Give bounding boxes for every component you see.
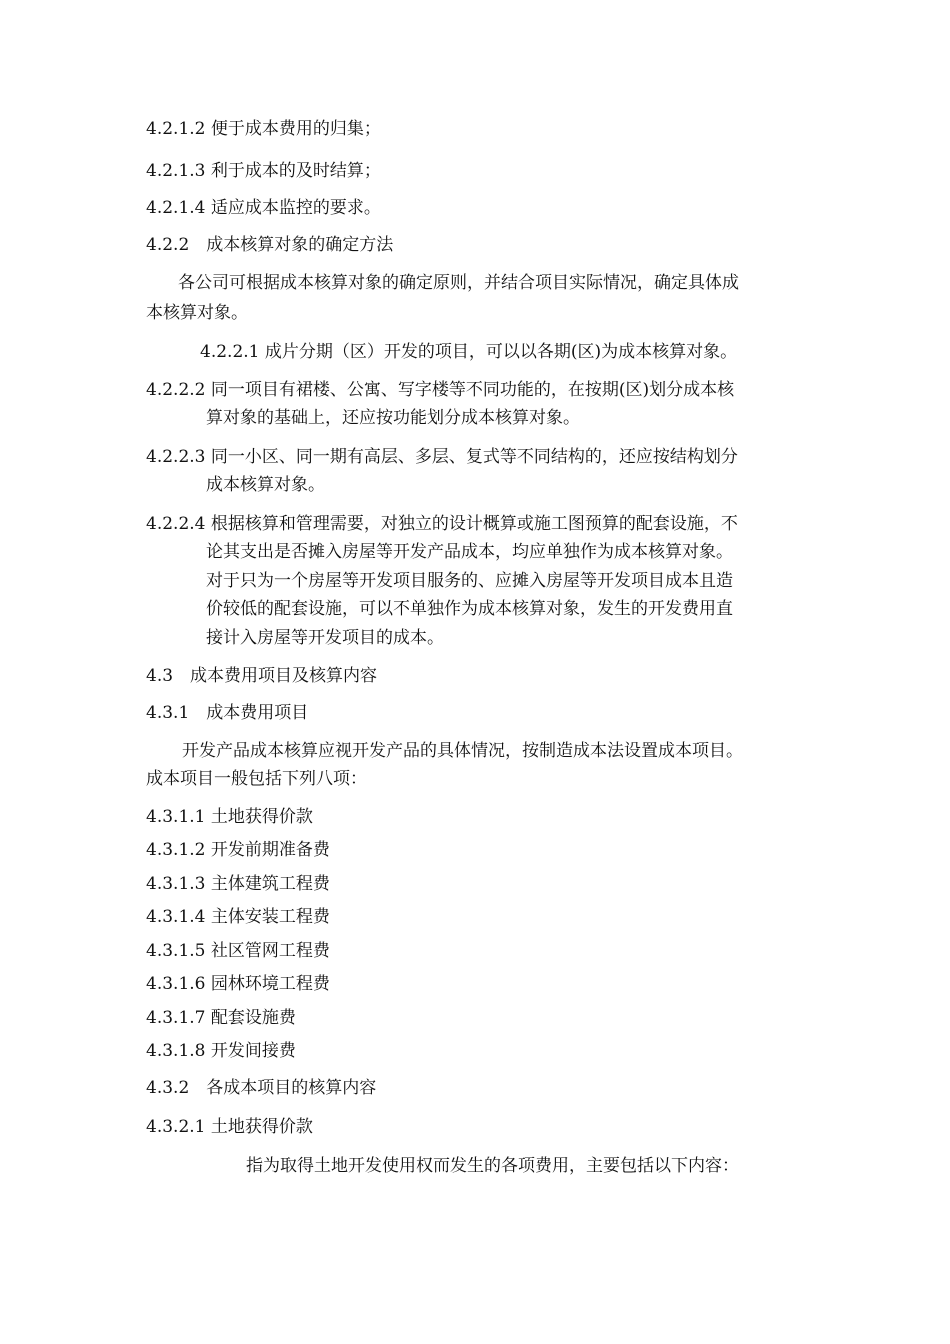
section-heading: 4.3.2 各成本项目的核算内容 bbox=[146, 1078, 377, 1098]
list-item: 4.3.1.5 社区管网工程费 bbox=[146, 941, 330, 961]
list-item: 4.2.1.2 便于成本费用的归集； bbox=[146, 119, 381, 139]
list-item-continuation: 价较低的配套设施，可以不单独作为成本核算对象，发生的开发费用直 bbox=[206, 599, 733, 619]
paragraph: 本核算对象。 bbox=[146, 303, 248, 323]
list-item: 4.2.1.4 适应成本监控的要求。 bbox=[146, 198, 381, 218]
list-item-continuation: 接计入房屋等开发项目的成本。 bbox=[206, 628, 444, 648]
list-item: 4.3.1.2 开发前期准备费 bbox=[146, 840, 330, 860]
list-item: 4.3.1.3 主体建筑工程费 bbox=[146, 874, 330, 894]
list-item-continuation: 成本核算对象。 bbox=[206, 475, 325, 495]
list-item: 4.3.1.4 主体安装工程费 bbox=[146, 907, 330, 927]
list-item: 4.2.2.2 同一项目有裙楼、公寓、写字楼等不同功能的，在按期(区)划分成本核 bbox=[146, 380, 735, 400]
list-item: 4.2.2.4 根据核算和管理需要，对独立的设计概算或施工图预算的配套设施，不 bbox=[146, 514, 738, 534]
list-item-continuation: 论其支出是否摊入房屋等开发产品成本，均应单独作为成本核算对象。 bbox=[206, 542, 733, 562]
paragraph: 指为取得土地开发使用权而发生的各项费用，主要包括以下内容： bbox=[246, 1156, 739, 1176]
section-heading: 4.3.1 成本费用项目 bbox=[146, 703, 309, 723]
section-heading: 4.3.2.1 土地获得价款 bbox=[146, 1117, 313, 1137]
list-item: 4.3.1.7 配套设施费 bbox=[146, 1008, 296, 1028]
paragraph: 各公司可根据成本核算对象的确定原则，并结合项目实际情况，确定具体成 bbox=[178, 273, 739, 293]
list-item: 4.2.1.3 利于成本的及时结算； bbox=[146, 161, 381, 181]
list-item: 4.3.1.1 土地获得价款 bbox=[146, 807, 313, 827]
section-heading: 4.3 成本费用项目及核算内容 bbox=[146, 666, 378, 686]
list-item: 4.3.1.8 开发间接费 bbox=[146, 1041, 296, 1061]
list-item-continuation: 对于只为一个房屋等开发项目服务的、应摊入房屋等开发项目成本且造 bbox=[206, 571, 733, 591]
list-item-continuation: 算对象的基础上，还应按功能划分成本核算对象。 bbox=[206, 408, 580, 428]
list-item: 4.3.1.6 园林环境工程费 bbox=[146, 974, 330, 994]
paragraph: 成本项目一般包括下列八项： bbox=[146, 769, 367, 789]
paragraph: 开发产品成本核算应视开发产品的具体情况，按制造成本法设置成本项目。 bbox=[182, 741, 743, 761]
section-heading: 4.2.2 成本核算对象的确定方法 bbox=[146, 235, 394, 255]
list-item: 4.2.2.1 成片分期（区）开发的项目，可以以各期(区)为成本核算对象。 bbox=[200, 342, 738, 362]
list-item: 4.2.2.3 同一小区、同一期有高层、多层、复式等不同结构的，还应按结构划分 bbox=[146, 447, 738, 467]
